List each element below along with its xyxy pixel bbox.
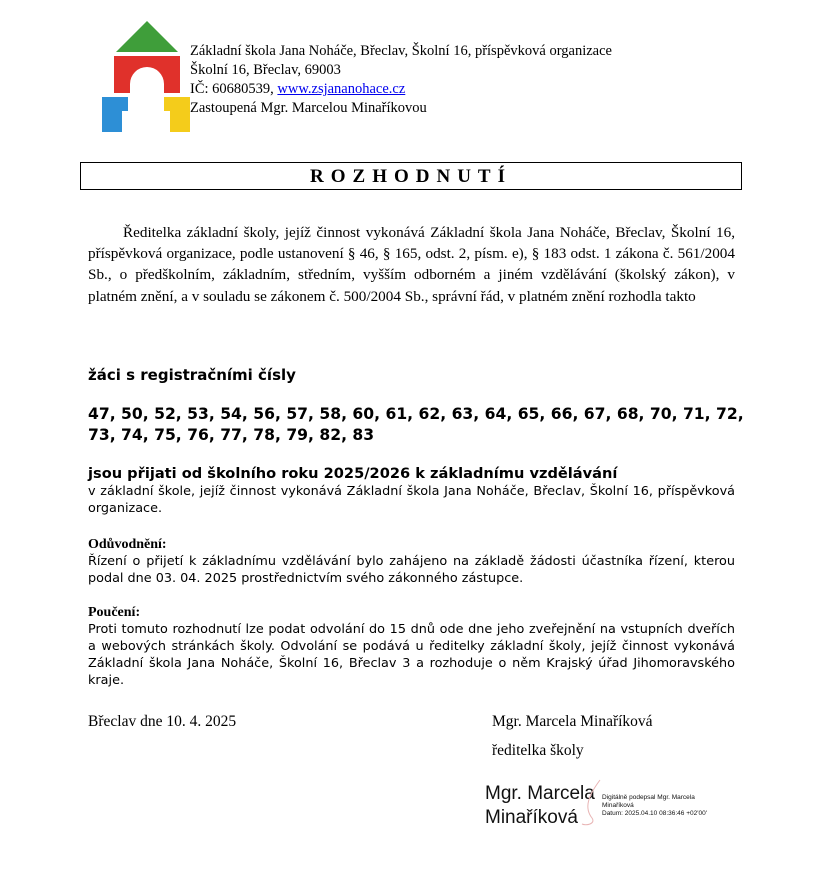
document-title: ROZHODNUTÍ <box>80 162 742 190</box>
school-header <box>190 42 612 118</box>
logo-yellow-block-top <box>164 97 178 111</box>
school-website-link[interactable]: www.zsjananohace.cz <box>277 81 406 97</box>
place-date: Břeclav dne 10. 4. 2025 <box>88 713 237 730</box>
pupils-heading: žáci s registračními čísly <box>88 366 296 384</box>
header-line-school: Základní škola Jana Noháče, Břeclav, Školní 16, příspěvková organizace <box>190 43 612 59</box>
accepted-text: v základní škole, jejíž činnost vykonává Základní škola Jana Noháče, Břeclav, Školní 16, příspěvková organizace. <box>88 484 735 516</box>
reasoning-label: Odůvodnění: <box>88 537 167 552</box>
instruction-section <box>88 604 735 689</box>
header-line-representative: Zastoupená Mgr. Marcelou Minaříkovou <box>190 100 427 116</box>
instruction-text: Proti tomuto rozhodnutí lze podat odvolání do 15 dnů ode dne jeho zveřejnění na vstupních dveřích a webových stránkách školy. Odvolání se podává u ředitelky základní školy, jejíž činnost vykonává Základní škola Jana Noháče, Školní 16, Břeclav 3 a rozhoduje o něm Krajský úřad Jihomoravského kraje. <box>88 622 735 688</box>
intro-text: Ředitelka základní školy, jejíž činnost vykonává Základní škola Jana Noháče, Břeclav, Školní 16, příspěvková organizace, podle ustanovení § 46, § 165, odst. 2, písm. e), § 183 odst. 1 zákona č. 561/2004 Sb., o předškolním, základním, středním, vyšším odborném a jiném vzdělávání (školský zákon), v platném znění, a v souladu se zákonem č. 500/2004 Sb., správní řád, v platném znění rozhodla takto <box>88 224 735 305</box>
intro-paragraph <box>88 222 735 307</box>
accepted-heading: jsou přijati od školního roku 2025/2026 k základnímu vzdělávání <box>88 465 618 482</box>
digital-signature-name-line2: Minaříková <box>485 807 578 828</box>
registration-numbers: 47, 50, 52, 53, 54, 56, 57, 58, 60, 61, 62, 63, 64, 65, 66, 67, 68, 70, 71, 72, 73, 74, 75, 76, 77, 78, 79, 82, 83 <box>88 405 744 444</box>
intro-indent <box>88 224 123 241</box>
school-logo <box>100 18 195 134</box>
reasoning-section <box>88 536 735 587</box>
signatory-name: Mgr. Marcela Minaříková <box>492 713 653 730</box>
digital-signature-detail-1: Digitálně podepsal Mgr. Marcela <box>602 794 695 801</box>
logo-green-roof <box>116 21 178 52</box>
header-line-ico <box>190 80 612 99</box>
header-line-address: Školní 16, Břeclav, 69003 <box>190 62 341 78</box>
header-ico: IČ: 60680539, <box>190 81 278 97</box>
logo-blue-block-top <box>114 97 128 111</box>
digital-signature-detail-3: Datum: 2025.04.10 08:36:46 +02'00' <box>602 810 707 817</box>
digital-signature-detail-2: Minaříková <box>602 802 634 809</box>
digital-signature-details <box>602 794 707 818</box>
reasoning-text: Řízení o přijetí k základnímu vzdělávání bylo zahájeno na základě žádosti účastníka řízení, kterou podal dne 03. 04. 2025 prostřednictvím svého zákonného zástupce. <box>88 554 735 586</box>
instruction-label: Poučení: <box>88 605 141 620</box>
digital-signature-name-line1: Mgr. Marcela <box>485 783 595 804</box>
signatory-role: ředitelka školy <box>492 742 584 759</box>
logo-red-arch <box>114 56 180 93</box>
